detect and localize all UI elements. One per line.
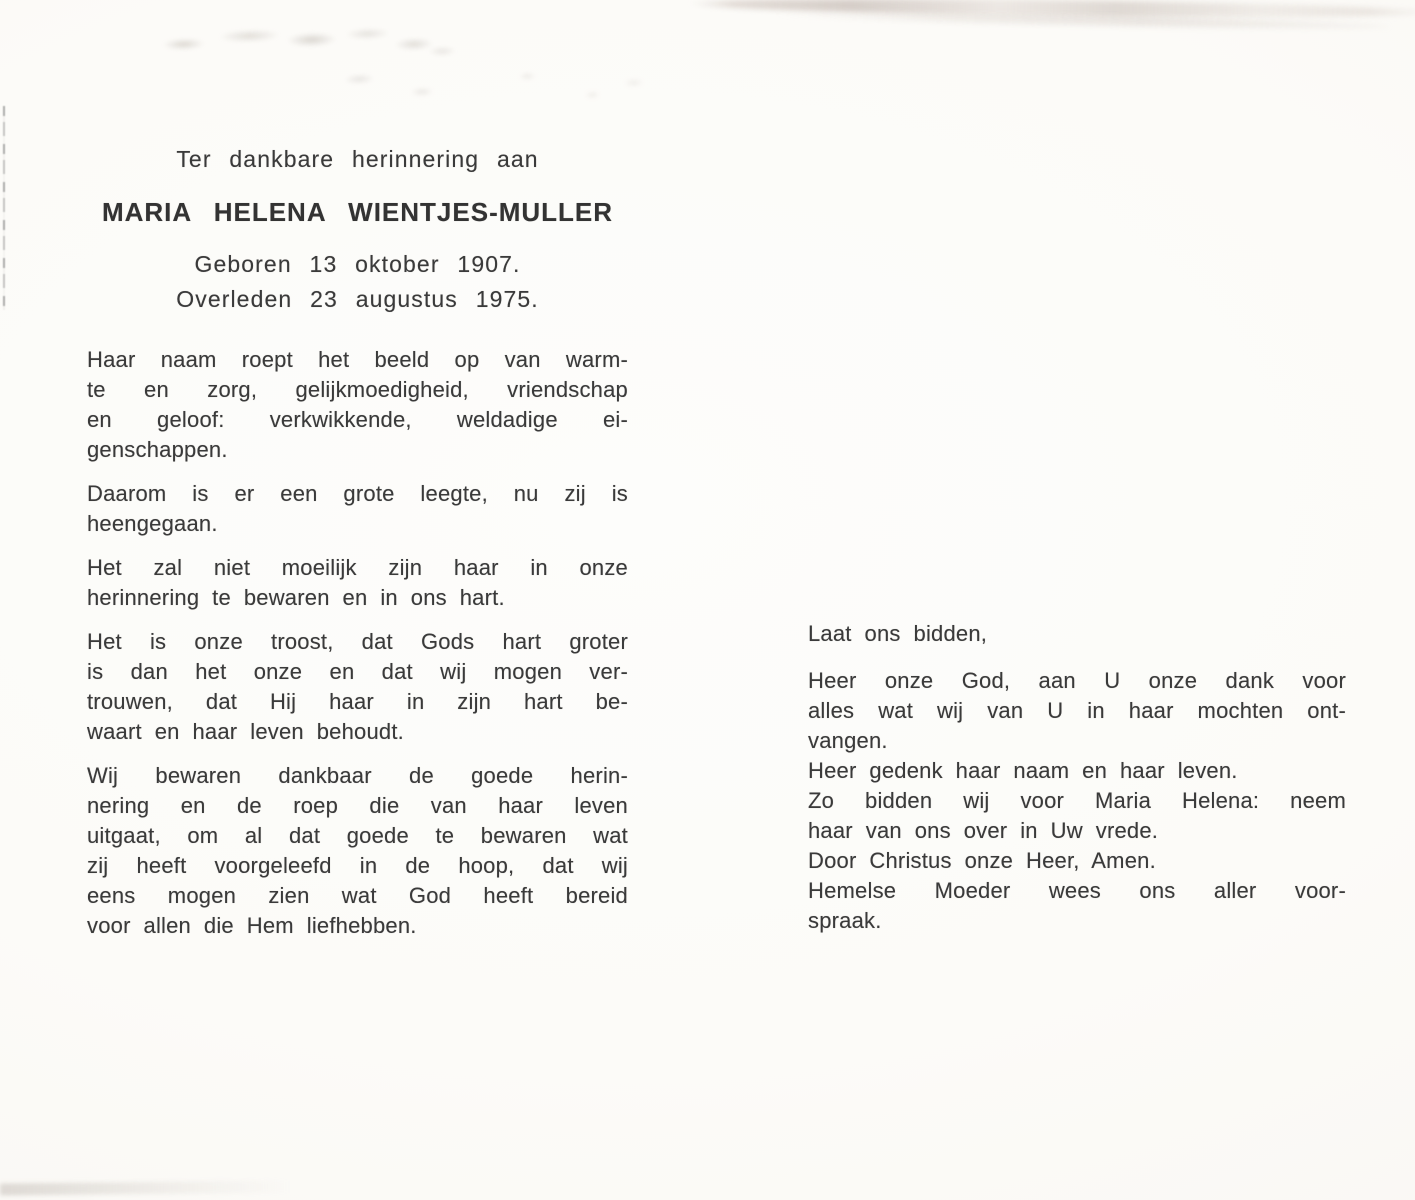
text-line: uitgaat, om al dat goede te bewaren wat: [87, 823, 628, 848]
text-line: haar van ons over in Uw vrede.: [808, 818, 1159, 843]
memorial-paragraph: [87, 553, 628, 613]
birth-date: Geboren 13 oktober 1907.: [194, 251, 521, 277]
text-line: voor allen die Hem liefhebben.: [87, 913, 417, 938]
text-line: alles wat wij van U in haar mochten ont-: [808, 698, 1346, 723]
text-line: Zo bidden wij voor Maria Helena: neem: [808, 788, 1346, 813]
text-line: te en zorg, gelijkmoedigheid, vriendschap: [87, 377, 628, 402]
text-line: Door Christus onze Heer, Amen.: [808, 848, 1156, 873]
memorial-intro: Ter dankbare herinnering aan: [176, 146, 539, 172]
text-line: Daarom is er een grote leegte, nu zij is: [87, 481, 628, 506]
text-line: herinnering te bewaren en in ons hart.: [87, 585, 505, 610]
text-line: eens mogen zien wat God heeft bereid: [87, 883, 628, 908]
memorial-paragraph: [87, 761, 628, 941]
memorial-paragraph: [87, 627, 628, 747]
text-line: en geloof: verkwikkende, weldadige ei-: [87, 407, 628, 432]
text-line: Het zal niet moeilijk zijn haar in onze: [87, 555, 628, 580]
text-line: Wij bewaren dankbaar de goede herin-: [87, 763, 628, 788]
text-line: vangen.: [808, 728, 888, 753]
deceased-name: MARIA HELENA WIENTJES-MULLER: [101, 197, 614, 227]
text-line: is dan het onze en dat wij mogen ver-: [87, 659, 628, 684]
text-line: trouwen, dat Hij haar in zijn hart be-: [87, 689, 628, 714]
memorial-text: [87, 345, 628, 941]
memorial-paragraph: [87, 345, 628, 465]
text-line: genschappen.: [87, 437, 228, 462]
text-line: spraak.: [808, 908, 882, 933]
text-line: heengegaan.: [87, 511, 218, 536]
text-line: zij heeft voorgeleefd in de hoop, dat wij: [87, 853, 628, 878]
text-line: waart en haar leven behoudt.: [87, 719, 404, 744]
scan-smudge-artifact: [0, 1180, 290, 1195]
death-date: Overleden 23 augustus 1975.: [176, 286, 539, 312]
text-line: Hemelse Moeder wees ons aller voor-: [808, 878, 1346, 903]
memorial-paragraph: [87, 479, 628, 539]
text-line: Heer gedenk haar naam en haar leven.: [808, 758, 1238, 783]
prayer-heading: Laat ons bidden,: [808, 621, 988, 646]
life-dates: [87, 247, 628, 317]
prayer-text: [808, 666, 1346, 936]
text-line: Het is onze troost, dat Gods hart groter: [87, 629, 628, 654]
scan-edge-artifact: [3, 106, 5, 310]
text-line: nering en de roep die van haar leven: [87, 793, 628, 818]
text-line: Heer onze God, aan U onze dank voor: [808, 668, 1346, 693]
text-line: Haar naam roept het beeld op van warm-: [87, 347, 628, 372]
